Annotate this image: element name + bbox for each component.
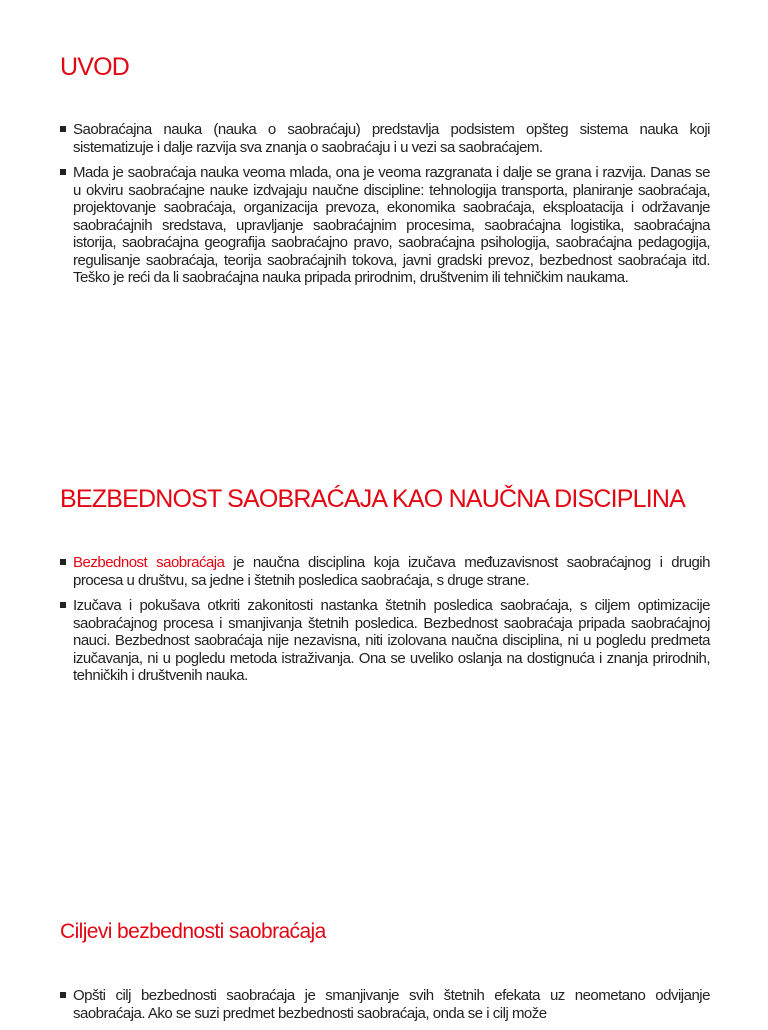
section-uvod xyxy=(60,52,710,82)
list-item-text: Mada je saobraćaja nauka veoma mlada, ona je veoma razgranata i dalje se grana i razvija. Danas se u okviru saobraćajne nauke izdvajaju naučne discipline: tehnologija transporta, planiranje saobraćaja, projektovanje saobraćaja, organizacija prevoza, ekonomika saobraćaja, eksploatacija i održavanje saobraćajnih sredstava, upravljanje saobraćajnim procesima, saobraćajna logistika, saobraćajna istorija, saobraćajna geografija saobraćajno pravo, saobraćajna psihologija, saobraćajna pedagogija, regulisanje saobraćaja, teorija saobraćajnih tokova, javni gradski prevoz, bezbednost saobraćaja itd. Teško je reći da li saobraćajna nauka pripada prirodnim, društvenim ili tehničkim naukama. xyxy=(73,164,710,286)
section-ciljevi xyxy=(60,919,710,945)
heading-bezbednost: BEZBEDNOST SAOBRAĆAJA KAO NAUČNA DISCIPLINA xyxy=(60,485,686,513)
list-item-text: Saobraćajna nauka (nauka o saobraćaju) predstavlja podsistem opšteg sistema nauka koji sistematizuje i dalje razvija sva znanja o saobraćaju i u vezi sa saobraćajem. xyxy=(73,121,710,156)
heading-ciljevi: Ciljevi bezbednosti saobraćaja xyxy=(60,920,326,943)
list-item-text: je naučna disciplina koja izučava međuzavisnost saobraćajnog i drugih procesa u društvu, sa jedne i štetnih posledica saobraćaja, s druge strane. xyxy=(73,554,710,589)
list-item xyxy=(60,554,710,589)
ciljevi-list xyxy=(60,987,710,1022)
uvod-list-container xyxy=(60,121,710,295)
list-item xyxy=(60,987,710,1022)
section-bezbednost xyxy=(60,484,710,514)
bullet-icon xyxy=(60,559,66,565)
bullet-icon xyxy=(60,169,66,175)
list-item-text: Opšti cilj bezbednosti saobraćaja je smanjivanje svih štetnih efekata uz neometano odvijanje saobraćaja. Ako se suzi predmet bezbednosti saobraćaja, onda se i cilj može xyxy=(73,987,710,1022)
list-item xyxy=(60,121,710,156)
bezbednost-list-container xyxy=(60,554,710,693)
bullet-icon xyxy=(60,126,66,132)
bezbednost-list xyxy=(60,554,710,685)
bullet-icon xyxy=(60,602,66,608)
list-item xyxy=(60,597,710,685)
bullet-icon xyxy=(60,992,66,998)
uvod-list xyxy=(60,121,710,287)
highlighted-term: Bezbednost saobraćaja xyxy=(73,554,225,571)
list-item-text: Izučava i pokušava otkriti zakonitosti nastanka štetnih posledica saobraćaja, s ciljem optimizacije saobraćajnog procesa i smanjivanja štetnih posledica. Bezbednost saobraćaja pripada saobraćajnoj nauci. Bezbednost saobraćaja nije nezavisna, niti izolovana naučna disciplina, ni u pogledu predmeta izučavanja, ni u pogledu metoda istraživanja. Ona se uveliko oslanja na dostignuća i znanja prirodnih, tehničkih i društvenih nauka. xyxy=(73,597,710,684)
list-item xyxy=(60,164,710,287)
heading-uvod: UVOD xyxy=(60,53,130,81)
